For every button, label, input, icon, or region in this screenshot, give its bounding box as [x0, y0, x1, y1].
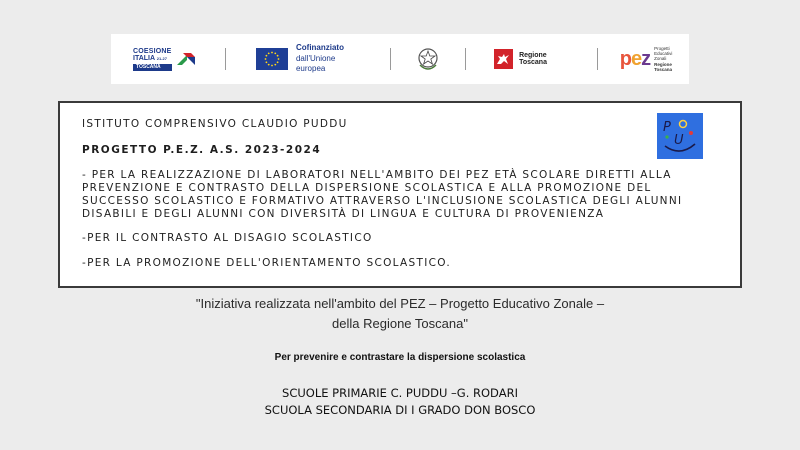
project-title: PROGETTO P.E.Z. A.S. 2023-2024: [82, 144, 322, 156]
pez-desc-line: Zonali: [654, 56, 667, 62]
eu-line1: Cofinanziato: [295, 43, 344, 53]
objective-paragraph-2: -PER IL CONTRASTO AL DISAGIO SCOLASTICO: [82, 232, 373, 244]
initiative-quote: [0, 294, 800, 334]
quote-line-2: della Regione Toscana": [332, 316, 468, 331]
coesione-line3: TOSCANA: [133, 64, 172, 71]
schools-line-1: SCUOLE PRIMARIE C. PUDDU –G. RODARI: [282, 386, 518, 400]
pegasus-icon: [494, 49, 513, 69]
objective-line: SUCCESSO SCOLASTICO E FORMATIVO ATTRAVERSO L'INCLUSIONE SCOLASTICA DEGLI ALUNNI: [82, 195, 683, 207]
school-name: ISTITUTO COMPRENSIVO CLAUDIO PUDDU: [82, 118, 348, 130]
logo-divider: [225, 48, 226, 70]
svg-text:P: P: [663, 120, 671, 135]
pez-logo: [620, 46, 689, 72]
pez-desc-line: Regione Toscana: [654, 61, 673, 72]
school-logo-icon: [657, 113, 703, 164]
italian-republic-emblem-icon: [417, 46, 439, 72]
eu-cofinanced-logo: [256, 43, 364, 74]
coesione-arrow-icon: [175, 49, 197, 69]
schools-list: [0, 385, 800, 419]
project-description-box: [58, 101, 742, 288]
logo-divider: [465, 48, 466, 70]
regione-toscana-name: Regione Toscana: [519, 52, 547, 66]
objective-paragraph-1: [82, 169, 682, 221]
pez-mark: pez: [619, 47, 651, 70]
logo-divider: [390, 48, 391, 70]
objective-line: PREVENZIONE E CONTRASTO DELLA DISPERSIONE SCOLASTICA E ALLA PROMOZIONE DEL: [82, 182, 652, 194]
eu-line2: dall'Unione europea: [295, 53, 336, 74]
coesione-italia-logo: [133, 48, 201, 71]
svg-text:U: U: [674, 133, 684, 148]
logo-bar: [111, 34, 689, 84]
logo-divider: [597, 48, 598, 70]
pez-desc-line: Progetti: [654, 46, 670, 52]
coesione-line1: COESIONE: [133, 47, 172, 55]
eu-flag-icon: [256, 48, 288, 70]
subtitle: Per prevenire e contrastare la dispersione scolastica: [274, 352, 526, 363]
coesione-line2: ITALIA 21-27: [133, 54, 167, 62]
objective-line: DISABILI E DEGLI ALUNNI CON DIVERSITÀ DI LINGUA E CULTURA DI PROVENIENZA: [82, 208, 605, 220]
quote-line-1: "Iniziativa realizzata nell'ambito del PEZ – Progetto Educativo Zonale –: [195, 296, 605, 311]
objective-line: - PER LA REALIZZAZIONE DI LABORATORI NELL'AMBITO DEI PEZ ETÀ SCOLARE DIRETTI ALLA: [82, 169, 672, 181]
regione-toscana-logo: [494, 49, 575, 69]
objective-paragraph-3: -PER LA PROMOZIONE DELL'ORIENTAMENTO SCOLASTICO.: [82, 257, 452, 269]
schools-line-2: SCUOLA SECONDARIA DI I GRADO DON BOSCO: [264, 403, 536, 417]
pez-desc-line: Educativi: [654, 51, 673, 57]
